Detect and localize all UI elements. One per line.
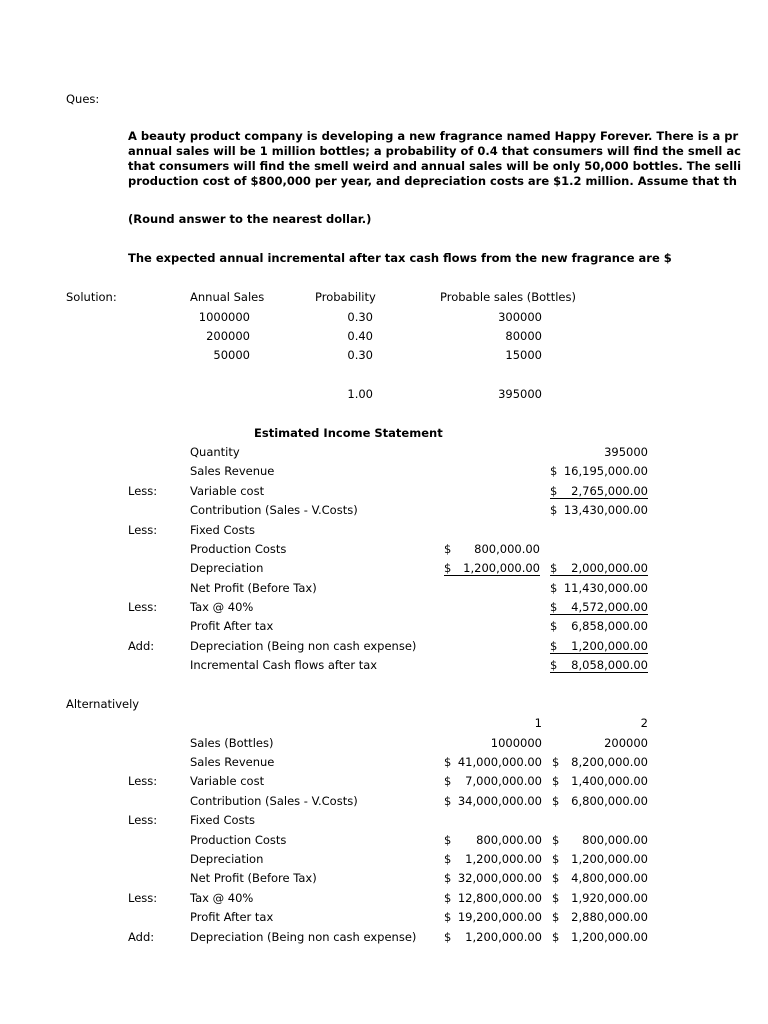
row-label: Net Profit (Before Tax): [190, 581, 317, 595]
alternative-label: Alternatively: [66, 697, 140, 711]
amount-value: 2,880,000.00: [571, 910, 648, 924]
underline-rule: [550, 672, 648, 673]
row-label: Depreciation (Being non cash expense): [190, 930, 417, 944]
row-label: Sales Revenue: [190, 464, 275, 478]
col1-amount: [444, 852, 542, 866]
col2-amount: [552, 891, 648, 905]
row-label: Variable cost: [190, 484, 265, 498]
col1-amount: [444, 774, 542, 788]
row-label: Contribution (Sales - V.Costs): [190, 503, 358, 517]
currency-symbol: $: [444, 561, 452, 575]
amount-value: 4,572,000.00: [571, 600, 648, 614]
quantity-value: 395000: [604, 445, 648, 459]
col1-amount: [444, 871, 542, 885]
col2-amount: [552, 852, 648, 866]
underline-rule: [550, 575, 648, 576]
col-header-probability: Probability: [315, 290, 376, 304]
income-statement-title: Estimated Income Statement: [254, 426, 443, 440]
currency-symbol: $: [444, 542, 452, 556]
row-label: Incremental Cash flows after tax: [190, 658, 378, 672]
row-label: Quantity: [190, 445, 240, 459]
col2-amount: [552, 774, 648, 788]
amount-value: 2,765,000.00: [571, 484, 648, 498]
question-line: production cost of $800,000 per year, and depreciation costs are $1.2 million. Assume that th: [128, 174, 737, 188]
question-line: annual sales will be 1 million bottles; a probability of 0.4 that consumers will find the smell ac: [128, 144, 741, 158]
currency-symbol: $: [552, 833, 560, 847]
col2-amount: [552, 755, 648, 769]
currency-symbol: $: [444, 794, 452, 808]
amount-value: 800,000.00: [582, 833, 648, 847]
row-label: Production Costs: [190, 542, 287, 556]
col2-value: 200000: [604, 736, 648, 750]
amount-value: 13,430,000.00: [563, 503, 648, 517]
right-amount: [550, 639, 648, 653]
amount-value: 7,000,000.00: [465, 774, 542, 788]
col2-amount: [552, 930, 648, 944]
amount-value: 8,200,000.00: [571, 755, 648, 769]
mid-amount: [444, 561, 540, 575]
right-amount: [550, 503, 648, 517]
amount-value: 41,000,000.00: [457, 755, 542, 769]
amount-value: 12,800,000.00: [457, 891, 542, 905]
currency-symbol: $: [552, 891, 560, 905]
currency-symbol: $: [552, 871, 560, 885]
col1-amount: [444, 833, 542, 847]
amount-value: 32,000,000.00: [457, 871, 542, 885]
probable-sales-cell: 300000: [498, 310, 542, 324]
probable-sales-total: 395000: [498, 387, 542, 401]
row-label: Depreciation: [190, 561, 264, 575]
amount-value: 1,200,000.00: [571, 852, 648, 866]
probable-sales-cell: 15000: [505, 348, 542, 362]
amount-value: 4,800,000.00: [571, 871, 648, 885]
annual-sales-cell: 200000: [206, 329, 250, 343]
right-amount: [550, 658, 648, 672]
col1-amount: [444, 755, 542, 769]
row-prefix: Less:: [128, 523, 158, 537]
row-label: Variable cost: [190, 774, 265, 788]
row-prefix: Add:: [128, 639, 155, 653]
underline-rule: [550, 653, 648, 654]
currency-symbol: $: [444, 930, 452, 944]
amount-value: 1,400,000.00: [571, 774, 648, 788]
currency-symbol: $: [550, 658, 558, 672]
amount-value: 1,200,000.00: [465, 930, 542, 944]
right-amount: [550, 600, 648, 614]
right-amount: [550, 581, 648, 595]
row-label: Profit After tax: [190, 910, 274, 924]
currency-symbol: $: [444, 910, 452, 924]
currency-symbol: $: [444, 871, 452, 885]
currency-symbol: $: [550, 464, 558, 478]
col-header-1: 1: [534, 716, 542, 730]
row-prefix: Less:: [128, 774, 158, 788]
probability-cell: 0.30: [347, 310, 373, 324]
underline-rule: [550, 614, 648, 615]
col-header-annual-sales: Annual Sales: [190, 290, 265, 304]
amount-value: 1,200,000.00: [571, 930, 648, 944]
question-line: that consumers will find the smell weird and annual sales will be only 50,000 bottles. The selli: [128, 159, 742, 173]
amount-value: 6,800,000.00: [571, 794, 648, 808]
currency-symbol: $: [444, 774, 452, 788]
probability-cell: 0.30: [347, 348, 373, 362]
currency-symbol: $: [550, 600, 558, 614]
row-label: Fixed Costs: [190, 813, 256, 827]
probability-total: 1.00: [347, 387, 373, 401]
currency-symbol: $: [552, 910, 560, 924]
col1-amount: [444, 910, 542, 924]
row-label: Depreciation (Being non cash expense): [190, 639, 417, 653]
currency-symbol: $: [550, 619, 558, 633]
amount-value: 19,200,000.00: [457, 910, 542, 924]
amount-value: 1,200,000.00: [463, 561, 540, 575]
currency-symbol: $: [550, 503, 558, 517]
amount-value: 800,000.00: [476, 833, 542, 847]
amount-value: 2,000,000.00: [571, 561, 648, 575]
row-prefix: Less:: [128, 813, 158, 827]
row-label: Sales (Bottles): [190, 736, 274, 750]
solution-label: Solution:: [66, 290, 117, 304]
row-label: Fixed Costs: [190, 523, 256, 537]
row-label: Profit After tax: [190, 619, 274, 633]
col1-value: 1000000: [490, 736, 542, 750]
row-label: Contribution (Sales - V.Costs): [190, 794, 358, 808]
row-prefix: Add:: [128, 930, 155, 944]
row-label: Tax @ 40%: [190, 600, 254, 614]
question-text: [128, 129, 742, 189]
probable-sales-cell: 80000: [505, 329, 542, 343]
amount-value: 1,200,000.00: [571, 639, 648, 653]
col1-amount: [444, 930, 542, 944]
currency-symbol: $: [552, 794, 560, 808]
question-line: A beauty product company is developing a new fragrance named Happy Forever. There is a pr: [128, 129, 739, 143]
question-label: Ques:: [66, 92, 100, 106]
currency-symbol: $: [552, 852, 560, 866]
col2-amount: [552, 910, 648, 924]
currency-symbol: $: [444, 891, 452, 905]
row-label: Net Profit (Before Tax): [190, 871, 317, 885]
mid-amount: [444, 542, 540, 556]
currency-symbol: $: [550, 581, 558, 595]
amount-value: 800,000.00: [474, 542, 540, 556]
currency-symbol: $: [444, 833, 452, 847]
col2-amount: [552, 794, 648, 808]
col1-amount: [444, 891, 542, 905]
annual-sales-cell: 50000: [213, 348, 250, 362]
amount-value: 34,000,000.00: [457, 794, 542, 808]
amount-value: 11,430,000.00: [563, 581, 648, 595]
amount-value: 1,200,000.00: [465, 852, 542, 866]
currency-symbol: $: [444, 852, 452, 866]
col1-amount: [444, 794, 542, 808]
annual-sales-cell: 1000000: [198, 310, 250, 324]
amount-value: 1,920,000.00: [571, 891, 648, 905]
row-label: Tax @ 40%: [190, 891, 254, 905]
probability-cell: 0.40: [347, 329, 373, 343]
col2-amount: [552, 871, 648, 885]
row-prefix: Less:: [128, 484, 158, 498]
underline-rule: [444, 575, 540, 576]
currency-symbol: $: [550, 639, 558, 653]
col-header-2: 2: [640, 716, 648, 730]
col2-amount: [552, 833, 648, 847]
amount-value: 8,058,000.00: [571, 658, 648, 672]
right-amount: [550, 619, 648, 633]
currency-symbol: $: [444, 755, 452, 769]
currency-symbol: $: [550, 561, 558, 575]
amount-value: 6,858,000.00: [571, 619, 648, 633]
right-amount: [550, 464, 648, 478]
currency-symbol: $: [552, 774, 560, 788]
currency-symbol: $: [552, 930, 560, 944]
amount-value: 16,195,000.00: [563, 464, 648, 478]
round-note: (Round answer to the nearest dollar.): [128, 212, 372, 226]
underline-rule: [550, 498, 648, 499]
row-prefix: Less:: [128, 891, 158, 905]
right-amount: [550, 561, 648, 575]
row-prefix: Less:: [128, 600, 158, 614]
currency-symbol: $: [550, 484, 558, 498]
col-header-probable-sales: Probable sales (Bottles): [440, 290, 576, 304]
currency-symbol: $: [552, 755, 560, 769]
right-amount: [550, 484, 648, 498]
row-label: Production Costs: [190, 833, 287, 847]
question-prompt: The expected annual incremental after tax cash flows from the new fragrance are $: [128, 251, 672, 265]
row-label: Depreciation: [190, 852, 264, 866]
row-label: Sales Revenue: [190, 755, 275, 769]
